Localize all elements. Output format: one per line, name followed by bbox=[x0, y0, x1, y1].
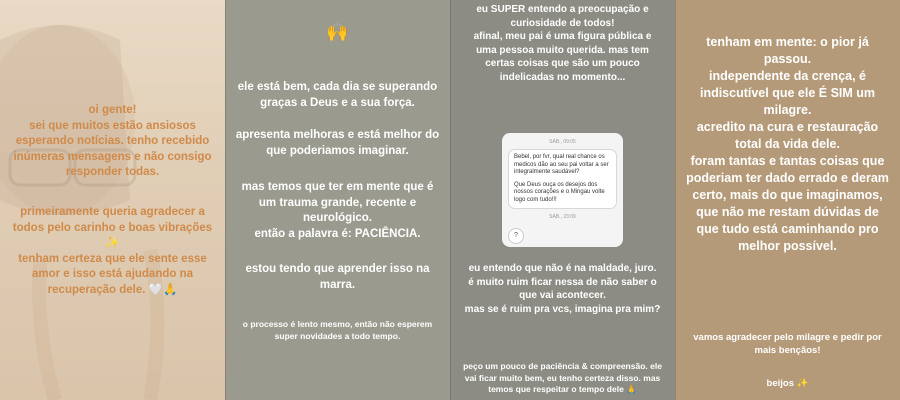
story-panel-1[interactable] bbox=[0, 0, 225, 400]
reply-bubble: ? bbox=[508, 228, 524, 244]
slow-process-note: o processo é lento mesmo, então não esperem super novidades a todo tempo. bbox=[242, 319, 433, 341]
story-panel-3[interactable] bbox=[450, 0, 675, 400]
status-text: ele está bem, cada dia se superando graças a Deus e a sua força. bbox=[237, 81, 438, 109]
story-panel-2[interactable] bbox=[225, 0, 450, 400]
intro-text: oi gente! sei que muitos estão ansiosos esperando notícias. tenho recebido inúmeras mensagens e não consigo responder todas. bbox=[13, 104, 212, 178]
gratitude-text: vamos agradecer pelo milagre e pedir por mais bençãos! bbox=[693, 332, 882, 356]
respect-time-note: peço um pouco de paciência & compreensão. ele vai ficar muito bem, eu tenho certeza disso. mas temos que respeitar o tempo dele 🙏 bbox=[463, 361, 662, 394]
panel-divider bbox=[225, 0, 226, 400]
story-panel-4[interactable] bbox=[675, 0, 900, 400]
selfie-photo-background bbox=[0, 0, 225, 400]
patience-text: mas temos que ter em mente que é um trauma grande, recente e neurológico. então a palavra é: PACIÊNCIA. bbox=[241, 181, 434, 240]
raised-hands-icon: 🙌 bbox=[326, 22, 349, 42]
not-malice-text: eu entendo que não é na maldade, juro. é muito ruim ficar nessa de não saber o que vai acontecer. mas se é ruim pra vcs, imagina pra mim? bbox=[464, 263, 661, 315]
message-timestamp: SÁB., 09:05 bbox=[549, 139, 576, 145]
thanks-text: primeiramente queria agradecer a todos pelo carinho e boas vibrações ✨ tenham certeza que ele sente esse amor e isso está ajudando na recuperação dele. 🤍🙏 bbox=[12, 206, 213, 296]
reply-timestamp: SÁB., 23:09 bbox=[549, 214, 576, 220]
learning-text: estou tendo que aprender isso na marra. bbox=[245, 263, 430, 291]
improvement-text: apresenta melhoras e está melhor do que poderiamos imaginar. bbox=[235, 129, 440, 157]
panel-divider bbox=[450, 0, 451, 400]
signoff-text: beijos ✨ bbox=[766, 378, 809, 389]
message-bubble bbox=[508, 149, 617, 209]
message-wish: Que Deus ouça os desejos dos nossos corações e o Mingau volte logo com tudo!!! bbox=[514, 181, 605, 203]
message-question: Bebel, por fvr, qual real chance os medicos dão ao seu pai voltar a ser integralmente saudável? bbox=[514, 154, 609, 175]
miracle-text: tenham em mente: o pior já passou. independente da crença, é indiscutível que ele É SIM um milagre. acredito na cura e restauração total da vida dele. foram tantas e tantas coisas que poderiam ter dado errado e deram certo, mais do que imaginamos, que não me restam dúvidas de que tudo está caminhando pro melhor possível. bbox=[686, 35, 889, 253]
direct-message-screenshot bbox=[502, 133, 623, 247]
panel-divider bbox=[675, 0, 676, 400]
understanding-text: eu SUPER entendo a preocupação e curiosidade de todos! afinal, meu pai é uma figura pública e uma pessoa muito querida. mas tem certas coisas que são um pouco indelicadas no momento... bbox=[473, 4, 652, 83]
